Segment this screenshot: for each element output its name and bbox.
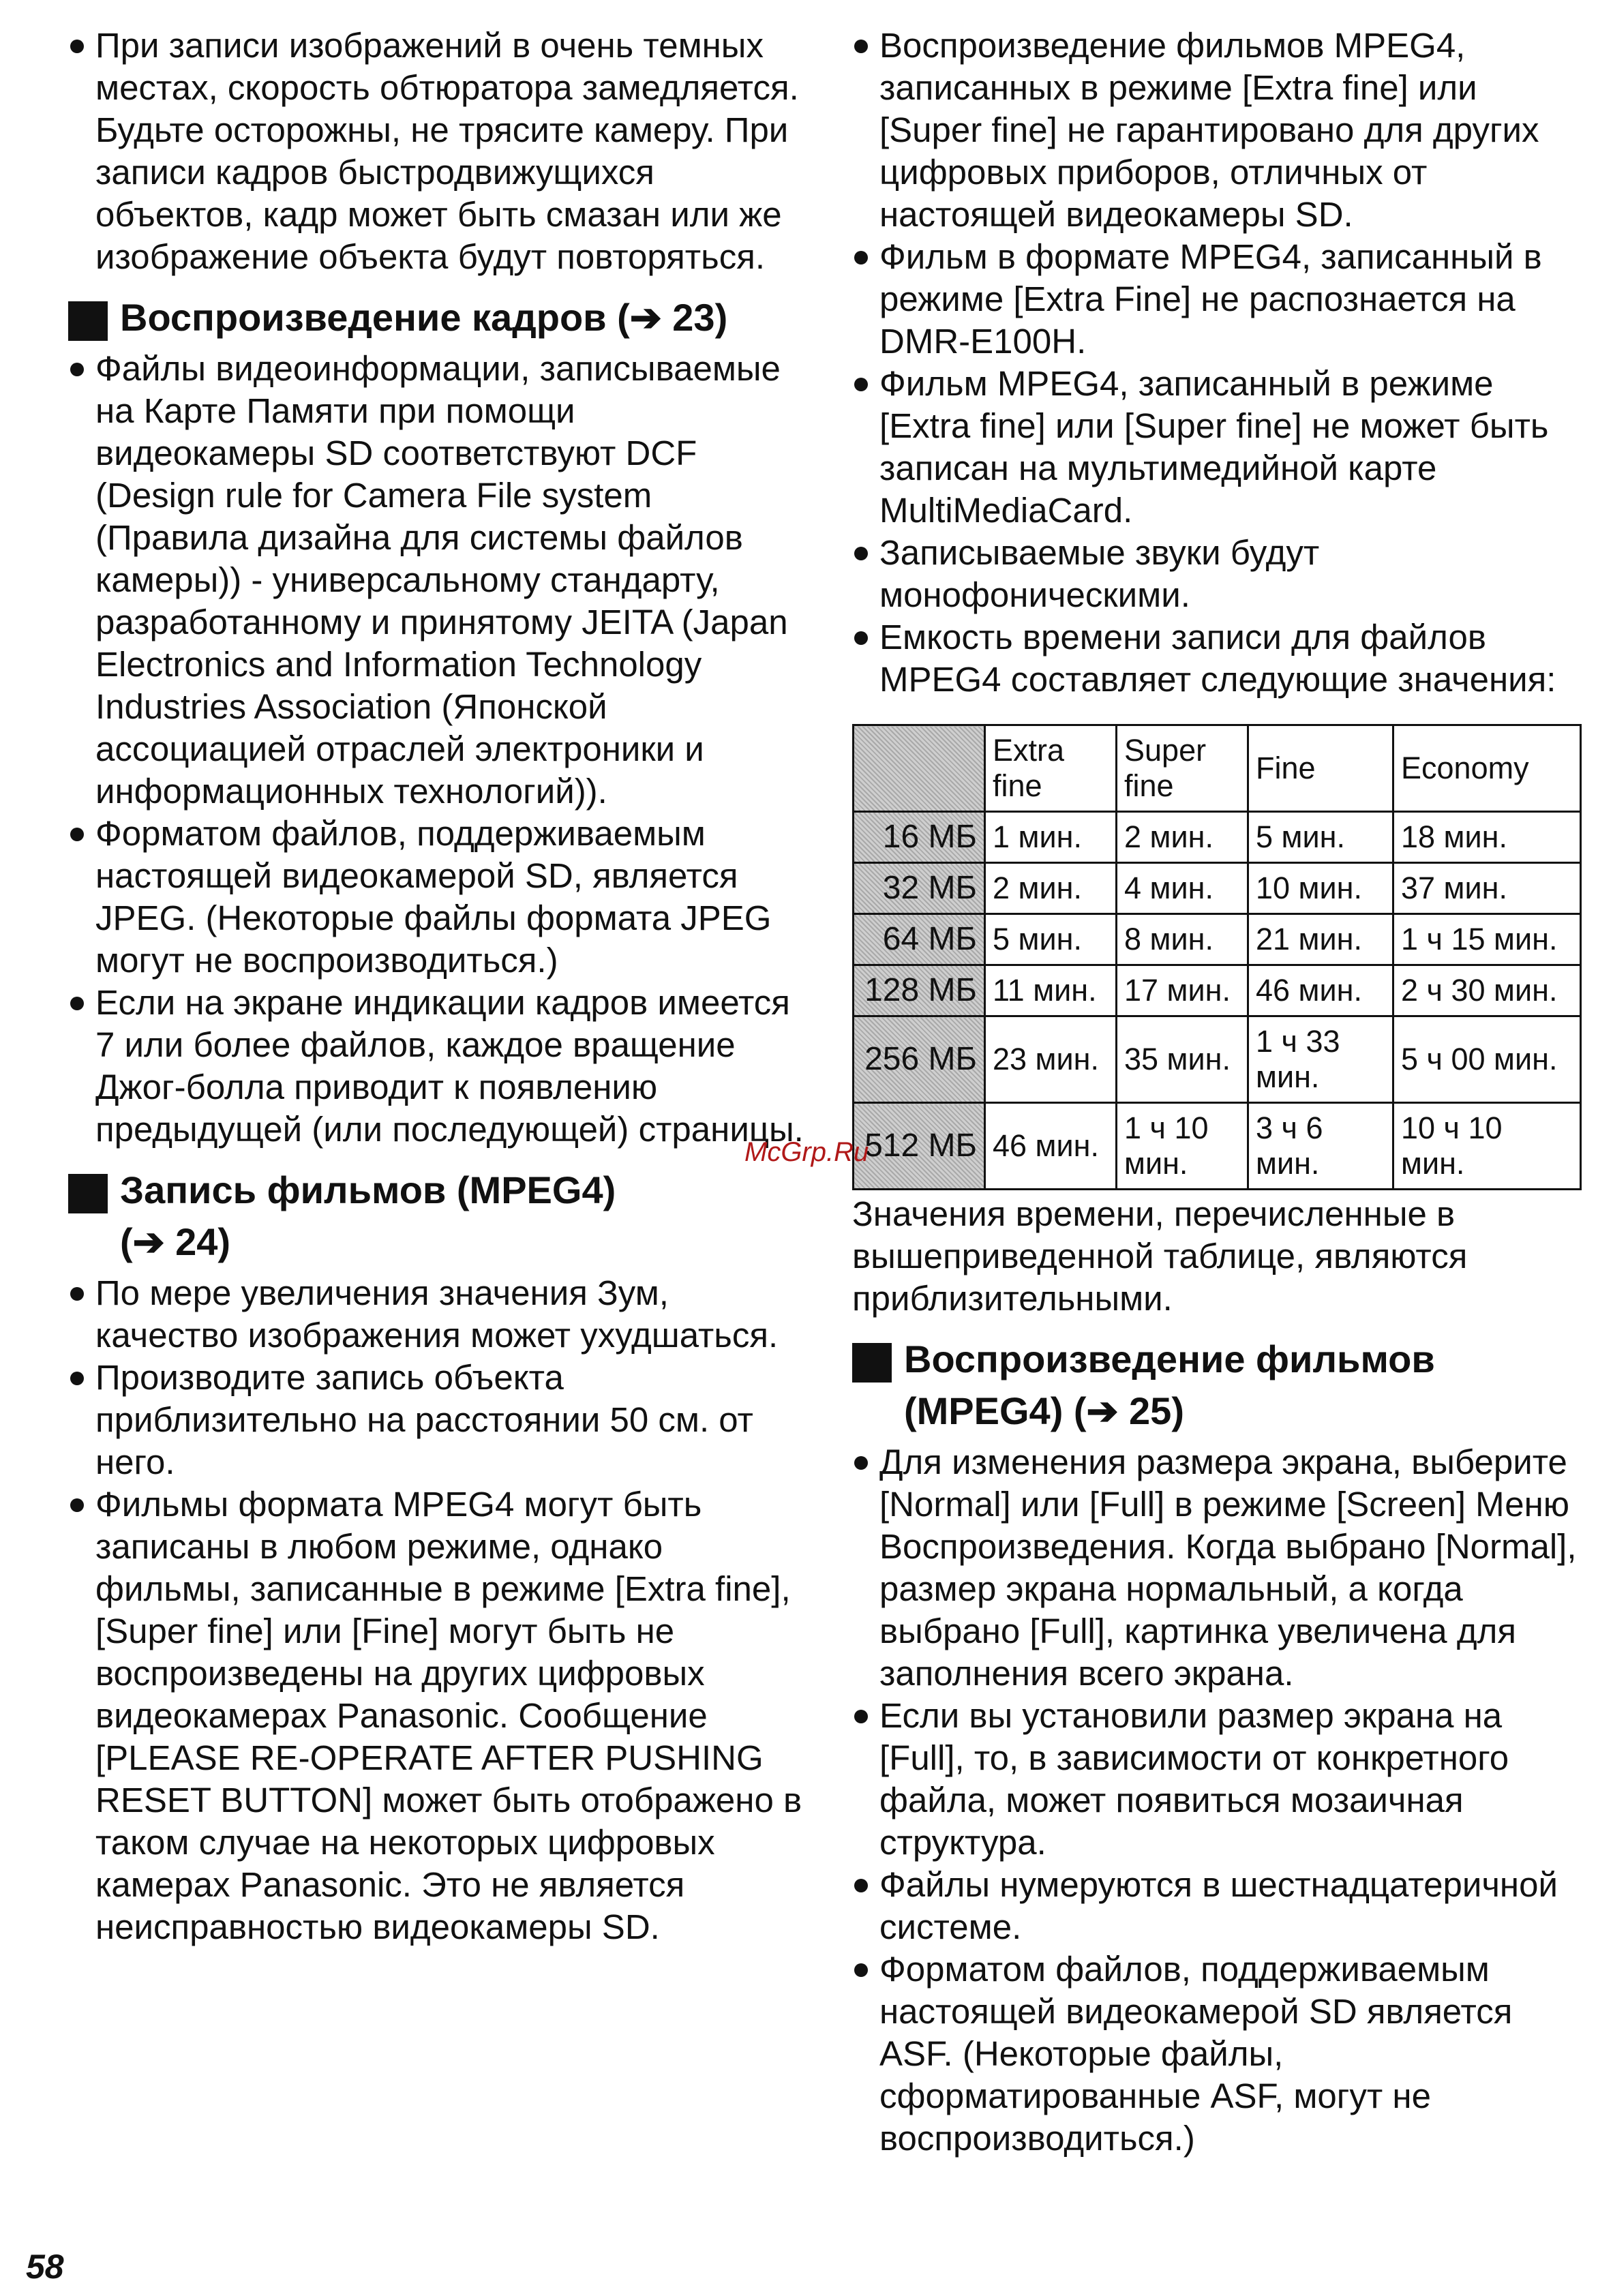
table-cell: 8 мин. [1117, 914, 1248, 965]
table-header-cell: Fine [1248, 725, 1393, 812]
bullet-item: Форматом файлов, поддерживаемым настоящей видеокамерой SD, является JPEG. (Некоторые файлы формата JPEG могут не воспроизводиться.) [68, 813, 804, 982]
table-cell: 11 мин. [985, 965, 1117, 1016]
table-cell: 37 мин. [1393, 863, 1581, 914]
table-cell: 5 ч 00 мин. [1393, 1016, 1581, 1103]
left-column [68, 25, 804, 1948]
table-cell: 2 мин. [985, 863, 1117, 914]
section-heading-frame-playback [68, 292, 804, 344]
table-cell: 5 мин. [985, 914, 1117, 965]
table-cell: 10 мин. [1248, 863, 1393, 914]
bullet-item: Если на экране индикации кадров имеется 7 или более файлов, каждое вращение Джог-болла приводит к появлению предыдущей (или последующей) страницы. [68, 982, 804, 1151]
bullet-item: Воспроизведение фильмов MPEG4, записанных в режиме [Extra fine] или [Super fine] не гарантировано для других цифровых приборов, отличных от настоящей видеокамеры SD. [852, 25, 1582, 236]
table-header-cell: Super fine [1117, 725, 1248, 812]
table-cell: 2 мин. [1117, 812, 1248, 863]
bullet-item: Фильм MPEG4, записанный в режиме [Extra fine] или [Super fine] не может быть записан на мультимедийной карте MultiMediaCard. [852, 363, 1582, 532]
table-row-header: 32 МБ [854, 863, 985, 914]
table-note: Значения времени, перечисленные в вышеприведенной таблице, являются приблизительными. [852, 1194, 1468, 1318]
table-row-header: 64 МБ [854, 914, 985, 965]
table-row [854, 1016, 1581, 1103]
section-title-line2: (MPEG4) (➔ 25) [904, 1389, 1184, 1432]
table-cell: 46 мин. [1248, 965, 1393, 1016]
table-row-header: 128 МБ [854, 965, 985, 1016]
section-heading-movie-recording [68, 1164, 804, 1268]
table-header-cell: Extra fine [985, 725, 1117, 812]
table-row [854, 1103, 1581, 1190]
page-number: 58 [26, 2248, 64, 2286]
table-cell: 18 мин. [1393, 812, 1581, 863]
section-title-line2: (➔ 24) [120, 1220, 231, 1263]
table-header-cell: Economy [1393, 725, 1581, 812]
table-cell: 21 мин. [1248, 914, 1393, 965]
table-cell: 3 ч 6 мин. [1248, 1103, 1393, 1190]
table-row [854, 812, 1581, 863]
table-cell: 10 ч 10 мин. [1393, 1103, 1581, 1190]
section-square-icon [68, 1174, 108, 1213]
section-title: Воспроизведение кадров (➔ 23) [120, 296, 728, 339]
table-row [854, 965, 1581, 1016]
bullet-item: Емкость времени записи для файлов MPEG4 составляет следующие значения: [852, 616, 1582, 701]
table-cell: 46 мин. [985, 1103, 1117, 1190]
section-heading-movie-playback [852, 1333, 1582, 1437]
recording-time-table [852, 724, 1582, 1190]
watermark: McGrp.Ru [744, 1137, 869, 1167]
section-square-icon [852, 1343, 892, 1383]
right-column [852, 25, 1582, 2160]
bullet-item: Форматом файлов, поддерживаемым настоящей видеокамерой SD является ASF. (Некоторые файлы, сформатированные ASF, могут не воспроизводиться.) [852, 1948, 1582, 2160]
bullet-item: По мере увеличения значения Зум, качество изображения может ухудшаться. [68, 1272, 804, 1357]
bullet-item: Если вы установили размер экрана на [Full], то, в зависимости от конкретного файла, может появиться мозаичная структура. [852, 1695, 1582, 1864]
table-header-row [854, 725, 1581, 812]
bullet-item: Файлы нумеруются в шестнадцатеричной системе. [852, 1864, 1582, 1948]
table-cell: 4 мин. [1117, 863, 1248, 914]
section-title-line1: Запись фильмов (MPEG4) [120, 1168, 616, 1211]
table-corner-cell [854, 725, 985, 812]
table-cell: 5 мин. [1248, 812, 1393, 863]
section-square-icon [68, 301, 108, 341]
table-cell: 1 ч 33 мин. [1248, 1016, 1393, 1103]
bullet-item: Фильмы формата MPEG4 могут быть записаны в любом режиме, однако фильмы, записанные в режиме [Extra fine], [Super fine] или [Fine] могут быть не воспроизведены на других цифровых видеокамерах Panasonic. Сообщение [PLEASE RE-OPERATE AFTER PUSHING RESET BUTTON] может быть отображено в таком случае на некоторых цифровых камерах Panasonic. Это не является неисправностью видеокамеры SD. [68, 1483, 804, 1948]
table-row-header: 16 МБ [854, 812, 985, 863]
bullet-item: Файлы видеоинформации, записываемые на Карте Памяти при помощи видеокамеры SD соответствуют DCF (Design rule for Camera File system (Правила дизайна для системы файлов камеры)) - универсальному стандарту, разработанному и принятому JEITA (Japan Electronics and Information Technology Industries Association (Японской ассоциацией отраслей электроники и информационных технологий)). [68, 348, 804, 813]
table-cell: 17 мин. [1117, 965, 1248, 1016]
table-row-header: 256 МБ [854, 1016, 985, 1103]
bullet-item: Фильм в формате MPEG4, записанный в режиме [Extra Fine] не распознается на DMR-E100H. [852, 236, 1582, 363]
table-cell: 23 мин. [985, 1016, 1117, 1103]
table-cell: 1 мин. [985, 812, 1117, 863]
table-row-header: 512 МБ [854, 1103, 985, 1190]
table-cell: 2 ч 30 мин. [1393, 965, 1581, 1016]
section-title-line1: Воспроизведение фильмов [904, 1338, 1435, 1380]
bullet-item: Производите запись объекта приблизительно на расстоянии 50 см. от него. [68, 1357, 804, 1483]
table-cell: 35 мин. [1117, 1016, 1248, 1103]
bullet-item: Для изменения размера экрана, выберите [Normal] или [Full] в режиме [Screen] Меню Воспроизведения. Когда выбрано [Normal], размер экрана нормальный, а когда выбрано [Full], картинка увеличена для заполнения всего экрана. [852, 1441, 1582, 1695]
table-row [854, 863, 1581, 914]
bullet-item: Записываемые звуки будут монофоническими. [852, 532, 1582, 616]
table-cell: 1 ч 15 мин. [1393, 914, 1581, 965]
intro-bullet: При записи изображений в очень темных местах, скорость обтюратора замедляется. Будьте осторожны, не трясите камеру. При записи кадров быстродвижущихся объектов, кадр может быть смазан или же изображение объекта будут повторяться. [68, 25, 804, 278]
table-cell: 1 ч 10 мин. [1117, 1103, 1248, 1190]
table-row [854, 914, 1581, 965]
